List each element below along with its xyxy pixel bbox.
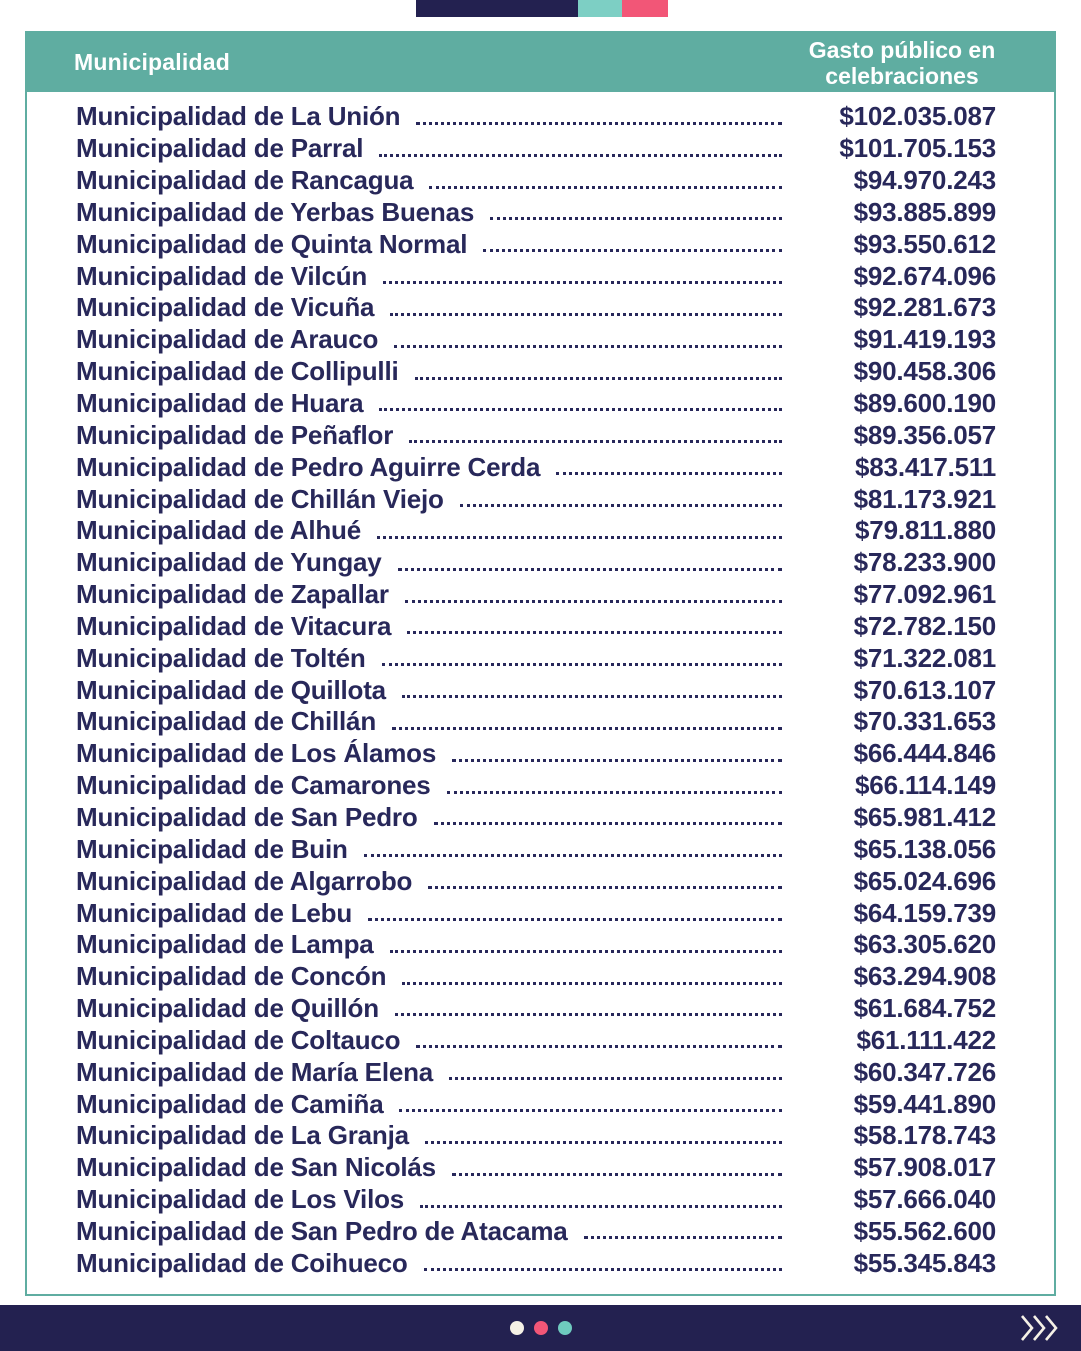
- table-row: [76, 611, 996, 643]
- dotted-leader: [395, 1013, 782, 1016]
- expense-value: $71.322.081: [853, 642, 996, 673]
- municipality-name: Municipalidad de Concón: [76, 961, 387, 992]
- municipality-name: Municipalidad de Chillán: [76, 706, 377, 737]
- table-row: [76, 738, 996, 770]
- dotted-leader: [402, 695, 782, 698]
- municipality-name: Municipalidad de Vitacura: [76, 610, 392, 641]
- expense-value: $63.294.908: [853, 961, 996, 992]
- dotted-leader: [452, 759, 782, 762]
- expense-value: $72.782.150: [853, 610, 996, 641]
- expense-value: $61.684.752: [853, 993, 996, 1024]
- dotted-leader: [398, 568, 782, 571]
- column-header-expense: Gasto público en celebraciones: [808, 36, 996, 89]
- table-row: [76, 1088, 996, 1120]
- table-row: [76, 547, 996, 579]
- table-row: [76, 1056, 996, 1088]
- municipality-name: Municipalidad de Coihueco: [76, 1247, 408, 1278]
- table-row: [76, 133, 996, 165]
- municipality-name: Municipalidad de Quillota: [76, 674, 386, 705]
- table-row: [76, 833, 996, 865]
- table-row: [76, 770, 996, 802]
- expense-value: $57.666.040: [853, 1184, 996, 1215]
- expense-value: $81.173.921: [853, 483, 996, 514]
- footer-bar: [0, 1305, 1081, 1351]
- dotted-leader: [402, 982, 782, 985]
- table-row: [76, 802, 996, 834]
- expense-value: $66.444.846: [853, 738, 996, 769]
- table-row: [76, 961, 996, 993]
- table-row: [76, 292, 996, 324]
- dotted-leader: [483, 249, 782, 252]
- municipality-name: Municipalidad de Peñaflor: [76, 419, 394, 450]
- dotted-leader: [379, 408, 782, 411]
- dotted-leader: [377, 536, 782, 539]
- expense-value: $92.674.096: [853, 260, 996, 291]
- municipality-name: Municipalidad de Arauco: [76, 324, 379, 355]
- municipality-name: Municipalidad de San Pedro de Atacama: [76, 1215, 568, 1246]
- municipality-name: Municipalidad de Lebu: [76, 897, 353, 928]
- municipality-name: Municipalidad de María Elena: [76, 1056, 434, 1087]
- accent-bar: [416, 0, 668, 17]
- dotted-leader: [434, 822, 782, 825]
- dotted-leader: [449, 1077, 782, 1080]
- expense-value: $65.138.056: [853, 833, 996, 864]
- table-row: [76, 865, 996, 897]
- expense-value: $58.178.743: [853, 1120, 996, 1151]
- expense-value: $63.305.620: [853, 929, 996, 960]
- municipality-name: Municipalidad de Buin: [76, 833, 348, 864]
- expense-value: $102.035.087: [839, 101, 996, 132]
- expense-value: $70.613.107: [853, 674, 996, 705]
- table-row: [76, 1120, 996, 1152]
- municipality-name: Municipalidad de Alhué: [76, 515, 361, 546]
- table-row: [76, 1152, 996, 1184]
- table-row: [76, 356, 996, 388]
- dotted-leader: [425, 1141, 782, 1144]
- municipality-name: Municipalidad de Algarrobo: [76, 865, 413, 896]
- expense-value: $59.441.890: [853, 1088, 996, 1119]
- municipality-name: Municipalidad de Rancagua: [76, 165, 414, 196]
- table-row: [76, 388, 996, 420]
- table-row: [76, 993, 996, 1025]
- expense-value: $90.458.306: [853, 356, 996, 387]
- municipality-name: Municipalidad de Quillón: [76, 993, 379, 1024]
- municipality-name: Municipalidad de San Pedro: [76, 801, 418, 832]
- expense-value: $70.331.653: [853, 706, 996, 737]
- dotted-leader: [364, 854, 782, 857]
- table-row: [76, 515, 996, 547]
- table-row: [76, 483, 996, 515]
- municipality-name: Municipalidad de Lampa: [76, 929, 374, 960]
- table-row: [76, 228, 996, 260]
- table-row: [76, 324, 996, 356]
- table-row: [76, 1184, 996, 1216]
- municipality-name: Municipalidad de Yerbas Buenas: [76, 196, 475, 227]
- table-row: [76, 579, 996, 611]
- municipality-name: Municipalidad de Huara: [76, 388, 364, 419]
- accent-segment-pink: [622, 0, 668, 17]
- dotted-leader: [584, 1236, 782, 1239]
- municipality-name: Municipalidad de Zapallar: [76, 579, 389, 610]
- expense-value: $61.111.422: [856, 1024, 996, 1055]
- dotted-leader: [382, 663, 782, 666]
- dotted-leader: [379, 154, 782, 157]
- table-row: [76, 674, 996, 706]
- expense-value: $89.356.057: [853, 419, 996, 450]
- pagination-dot[interactable]: [558, 1321, 572, 1335]
- dotted-leader: [407, 631, 782, 634]
- expense-value: $64.159.739: [853, 897, 996, 928]
- municipality-name: Municipalidad de Camarones: [76, 770, 431, 801]
- dotted-leader: [409, 440, 782, 443]
- dotted-leader: [399, 1109, 782, 1112]
- table-row: [76, 706, 996, 738]
- dotted-leader: [452, 1173, 782, 1176]
- dotted-leader: [405, 600, 782, 603]
- municipality-name: Municipalidad de Los Vilos: [76, 1184, 405, 1215]
- dotted-leader: [556, 472, 782, 475]
- municipality-name: Municipalidad de Yungay: [76, 547, 382, 578]
- municipality-name: Municipalidad de Coltauco: [76, 1024, 401, 1055]
- dotted-leader: [392, 727, 782, 730]
- table-row: [76, 419, 996, 451]
- expense-value: $93.885.899: [853, 196, 996, 227]
- table-row: [76, 451, 996, 483]
- table-row: [76, 929, 996, 961]
- dotted-leader: [368, 918, 782, 921]
- pagination-dot[interactable]: [534, 1321, 548, 1335]
- expense-value: $92.281.673: [853, 292, 996, 323]
- municipality-name: Municipalidad de La Unión: [76, 101, 401, 132]
- table-row: [76, 1024, 996, 1056]
- expense-value: $93.550.612: [853, 228, 996, 259]
- pagination-dots: [510, 1321, 572, 1335]
- dotted-leader: [447, 791, 782, 794]
- expense-value: $65.024.696: [853, 865, 996, 896]
- dotted-leader: [383, 281, 782, 284]
- dotted-leader: [420, 1205, 782, 1208]
- table-body: [27, 92, 1054, 1279]
- dotted-leader: [424, 1268, 782, 1271]
- municipality-name: Municipalidad de Vicuña: [76, 292, 375, 323]
- dotted-leader: [429, 186, 782, 189]
- expense-value: $55.345.843: [853, 1247, 996, 1278]
- table-row: [76, 197, 996, 229]
- column-header-municipality: Municipalidad: [74, 49, 230, 75]
- table-row: [76, 642, 996, 674]
- municipality-name: Municipalidad de Parral: [76, 133, 364, 164]
- table-row: [76, 165, 996, 197]
- expense-value: $79.811.880: [855, 515, 996, 546]
- expense-value: $101.705.153: [839, 133, 996, 164]
- dotted-leader: [415, 377, 783, 380]
- municipality-name: Municipalidad de Toltén: [76, 642, 366, 673]
- municipality-name: Municipalidad de Vilcún: [76, 260, 368, 291]
- dotted-leader: [460, 504, 782, 507]
- next-chevron-icon[interactable]: [1019, 1314, 1059, 1342]
- expense-value: $83.417.511: [855, 451, 996, 482]
- expense-value: $94.970.243: [853, 165, 996, 196]
- table-row: [76, 1247, 996, 1279]
- expense-table: [25, 31, 1056, 1296]
- municipality-name: Municipalidad de Pedro Aguirre Cerda: [76, 451, 541, 482]
- dotted-leader: [490, 217, 782, 220]
- table-row: [76, 260, 996, 292]
- municipality-name: Municipalidad de La Granja: [76, 1120, 409, 1151]
- dotted-leader: [416, 1045, 782, 1048]
- dotted-leader: [416, 122, 782, 125]
- table-row: [76, 101, 996, 133]
- expense-value: $60.347.726: [853, 1056, 996, 1087]
- table-header: [27, 33, 1054, 92]
- dotted-leader: [390, 313, 782, 316]
- municipality-name: Municipalidad de Collipulli: [76, 356, 399, 387]
- expense-value: $55.562.600: [853, 1215, 996, 1246]
- accent-segment-navy: [416, 0, 578, 17]
- dotted-leader: [394, 345, 782, 348]
- municipality-name: Municipalidad de Quinta Normal: [76, 228, 468, 259]
- accent-segment-teal: [578, 0, 622, 17]
- expense-value: $91.419.193: [853, 324, 996, 355]
- table-row: [76, 897, 996, 929]
- municipality-name: Municipalidad de Los Álamos: [76, 738, 437, 769]
- expense-value: $65.981.412: [853, 801, 996, 832]
- table-row: [76, 1216, 996, 1248]
- expense-value: $66.114.149: [855, 770, 996, 801]
- municipality-name: Municipalidad de San Nicolás: [76, 1152, 436, 1183]
- pagination-dot[interactable]: [510, 1321, 524, 1335]
- municipality-name: Municipalidad de Camiña: [76, 1088, 384, 1119]
- expense-value: $89.600.190: [853, 388, 996, 419]
- municipality-name: Municipalidad de Chillán Viejo: [76, 483, 444, 514]
- expense-value: $78.233.900: [853, 547, 996, 578]
- expense-value: $77.092.961: [853, 579, 996, 610]
- expense-value: $57.908.017: [853, 1152, 996, 1183]
- dotted-leader: [428, 886, 782, 889]
- dotted-leader: [390, 950, 782, 953]
